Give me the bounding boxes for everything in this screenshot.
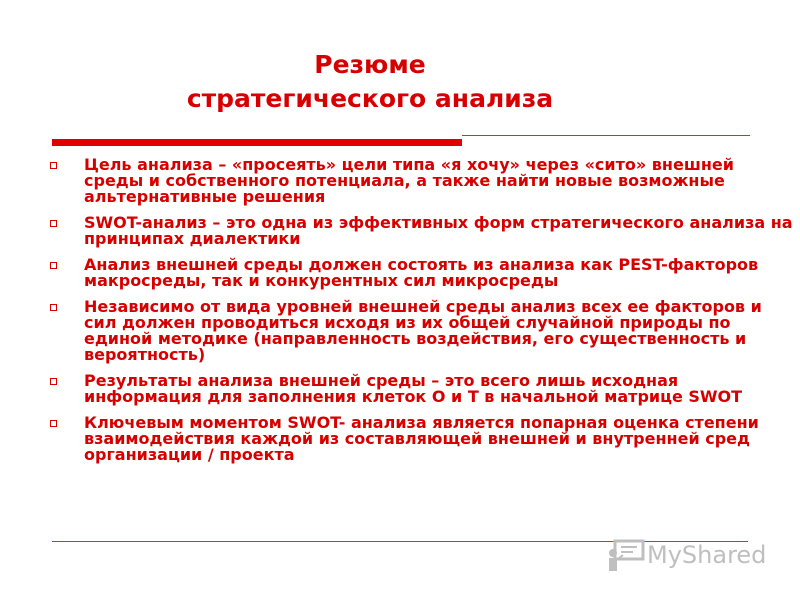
bullet-item — [44, 257, 794, 289]
title-line-2: стратегического анализа — [186, 84, 554, 113]
bullet-text: Цель анализа – «просеять» цели типа «я хочу» через «сито» внешней среды и собственного потенциала, а также найти новые возможные альтернативные решения — [84, 155, 734, 206]
bullet-text: Анализ внешней среды должен состоять из анализа как PEST-факторов макросреды, так и конкурентных сил микросреды — [84, 255, 759, 290]
square-bullet-icon — [50, 304, 57, 311]
myshared-logo — [607, 537, 767, 573]
bullet-text: Результаты анализа внешней среды – это всего лишь исходная информация для заполнения клеток О и Т в начальной матрице SWOT — [84, 371, 743, 406]
logo-text: MyShared — [647, 541, 767, 569]
title-underline-thick — [52, 139, 462, 146]
bullet-text: Независимо от вида уровней внешней среды анализ всех ее факторов и сил должен проводиться исходя из их общей случайной природы по единой методике (направленность воздействия, его существенность и вероятность) — [84, 297, 762, 364]
bullet-item — [44, 299, 794, 363]
bullet-text: Ключевым моментом SWOT- анализа является попарная оценка степени взаимодействия каждой из составляющей внешней и внутренней сред организации / проекта — [84, 413, 759, 464]
bullet-item — [44, 215, 794, 247]
slide-title — [0, 48, 740, 116]
teacher-board-icon — [607, 539, 647, 573]
bullet-item — [44, 415, 794, 463]
square-bullet-icon — [50, 262, 57, 269]
bullet-text: SWOT-анализ – это одна из эффективных форм стратегического анализа на принципах диалектики — [84, 213, 793, 248]
bullet-item — [44, 373, 794, 405]
square-bullet-icon — [50, 162, 57, 169]
bullet-item — [44, 157, 794, 205]
title-underline-thin — [462, 135, 750, 136]
square-bullet-icon — [50, 220, 57, 227]
bullet-list — [44, 157, 794, 473]
title-line-1: Резюме — [314, 50, 426, 79]
square-bullet-icon — [50, 378, 57, 385]
square-bullet-icon — [50, 420, 57, 427]
